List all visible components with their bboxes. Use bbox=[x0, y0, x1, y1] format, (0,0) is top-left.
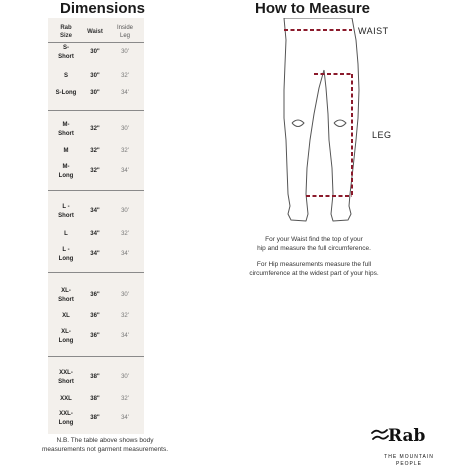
size-line2: Long bbox=[58, 338, 74, 344]
right-knee bbox=[334, 120, 346, 127]
cell-waist: 36" bbox=[90, 333, 100, 339]
header-leg-line2: Leg bbox=[119, 33, 130, 39]
cell-inside-leg: 34' bbox=[121, 333, 129, 339]
cell-inside-leg: 34' bbox=[121, 168, 129, 174]
cell-inside-leg: 32' bbox=[121, 231, 129, 237]
size-line1: L bbox=[64, 231, 68, 237]
cell-waist: 30" bbox=[90, 49, 100, 55]
size-line2: Short bbox=[58, 131, 74, 137]
mountain-swoosh-icon bbox=[371, 428, 389, 446]
legs-outline bbox=[284, 18, 359, 221]
cell-inside-leg: 34' bbox=[121, 415, 129, 421]
how-to-measure-title: How to Measure bbox=[254, 0, 371, 17]
cell-inside-leg: 32' bbox=[121, 148, 129, 154]
footnote-line1: N.B. The table above shows body bbox=[56, 437, 154, 444]
cell-inside-leg: 30' bbox=[121, 49, 129, 55]
size-line1: XXL- bbox=[59, 411, 73, 417]
cell-rab-size bbox=[52, 312, 80, 321]
size-line2: Long bbox=[58, 256, 74, 262]
cell-rab-size bbox=[52, 395, 80, 404]
hip-instruction-line2: circumference at the widest part of your hips. bbox=[249, 270, 379, 277]
size-line1: XL- bbox=[61, 329, 71, 335]
size-line2: Short bbox=[58, 379, 74, 385]
cell-inside-leg: 30' bbox=[121, 208, 129, 214]
cell-rab-size bbox=[52, 44, 80, 62]
cell-rab-size bbox=[52, 203, 80, 221]
dimensions-title: Dimensions bbox=[59, 0, 146, 17]
table-footnote bbox=[30, 436, 180, 454]
cell-waist: 34" bbox=[90, 251, 100, 257]
cell-waist: 32" bbox=[90, 126, 100, 132]
cell-inside-leg: 32' bbox=[121, 396, 129, 402]
header-inside-leg bbox=[110, 24, 140, 40]
header-size-line2: Size bbox=[59, 33, 72, 39]
footnote-line2: measurements not garment measurements. bbox=[41, 446, 169, 453]
size-line1: S- bbox=[63, 45, 69, 51]
size-line1: L - bbox=[62, 247, 70, 253]
size-line1: S bbox=[63, 73, 68, 79]
size-line1: M- bbox=[62, 122, 70, 128]
header-leg-line1: Inside bbox=[116, 25, 133, 31]
cell-rab-size bbox=[52, 410, 80, 428]
cell-rab-size bbox=[52, 328, 80, 346]
size-line2: Short bbox=[58, 297, 74, 303]
cell-waist: 32" bbox=[90, 168, 100, 174]
cell-inside-leg: 30' bbox=[121, 126, 129, 132]
legs-illustration bbox=[270, 18, 380, 230]
header-size-line1: Rab bbox=[60, 25, 72, 31]
cell-inside-leg: 30' bbox=[121, 292, 129, 298]
cell-inside-leg: 32' bbox=[121, 73, 129, 79]
size-line1: XL- bbox=[61, 288, 71, 294]
cell-inside-leg: 30' bbox=[121, 374, 129, 380]
cell-inside-leg: 32' bbox=[121, 313, 129, 319]
header-rab-size bbox=[52, 24, 80, 40]
size-line2: Short bbox=[58, 213, 74, 219]
size-line1: XXL bbox=[60, 396, 72, 402]
size-line2: Long bbox=[58, 420, 74, 426]
brand-tagline bbox=[378, 454, 440, 468]
cell-rab-size bbox=[52, 163, 80, 181]
cell-rab-size bbox=[52, 72, 80, 81]
table-divider bbox=[48, 190, 144, 191]
left-knee bbox=[292, 120, 304, 127]
size-line1: S-Long bbox=[55, 90, 77, 96]
cell-waist: 36" bbox=[90, 313, 100, 319]
cell-waist: 38" bbox=[90, 415, 100, 421]
cell-waist: 30" bbox=[90, 73, 100, 79]
cell-rab-size bbox=[52, 369, 80, 387]
header-waist: Waist bbox=[87, 29, 103, 35]
size-line1: M- bbox=[62, 164, 70, 170]
table-divider bbox=[48, 42, 144, 43]
cell-rab-size bbox=[52, 147, 80, 156]
tagline-line1: THE MOUNTAIN bbox=[384, 454, 434, 460]
cell-waist: 32" bbox=[90, 148, 100, 154]
hip-instruction bbox=[233, 260, 395, 278]
size-line1: XL bbox=[62, 313, 70, 319]
cell-inside-leg: 34' bbox=[121, 251, 129, 257]
hip-instruction-line1: For Hip measurements measure the full bbox=[256, 261, 372, 268]
size-line1: XXL- bbox=[59, 370, 73, 376]
cell-waist: 36" bbox=[90, 292, 100, 298]
cell-waist: 38" bbox=[90, 374, 100, 380]
size-line2: Long bbox=[58, 173, 74, 179]
cell-waist: 38" bbox=[90, 396, 100, 402]
leg-label: LEG bbox=[372, 130, 392, 140]
cell-waist: 30" bbox=[90, 90, 100, 96]
waist-instruction bbox=[233, 235, 395, 253]
table-divider bbox=[48, 356, 144, 357]
tagline-line2: PEOPLE bbox=[395, 461, 422, 467]
cell-inside-leg: 34' bbox=[121, 90, 129, 96]
brand-name: Rab bbox=[388, 426, 426, 446]
cell-rab-size bbox=[52, 121, 80, 139]
cell-rab-size bbox=[52, 287, 80, 305]
measure-lines bbox=[284, 30, 352, 196]
cell-rab-size bbox=[52, 89, 80, 98]
waist-instruction-line1: For your Waist find the top of your bbox=[265, 236, 363, 243]
cell-waist: 34" bbox=[90, 231, 100, 237]
cell-rab-size bbox=[52, 230, 80, 239]
waist-instruction-line2: hip and measure the full circumference. bbox=[257, 245, 371, 252]
size-line1: L - bbox=[62, 204, 70, 210]
cell-rab-size bbox=[52, 246, 80, 264]
waist-label: WAIST bbox=[358, 26, 389, 36]
table-divider bbox=[48, 272, 144, 273]
size-line1: M bbox=[63, 148, 69, 154]
size-table bbox=[48, 18, 144, 434]
cell-waist: 34" bbox=[90, 208, 100, 214]
size-line2: Short bbox=[58, 54, 74, 60]
table-divider bbox=[48, 110, 144, 111]
